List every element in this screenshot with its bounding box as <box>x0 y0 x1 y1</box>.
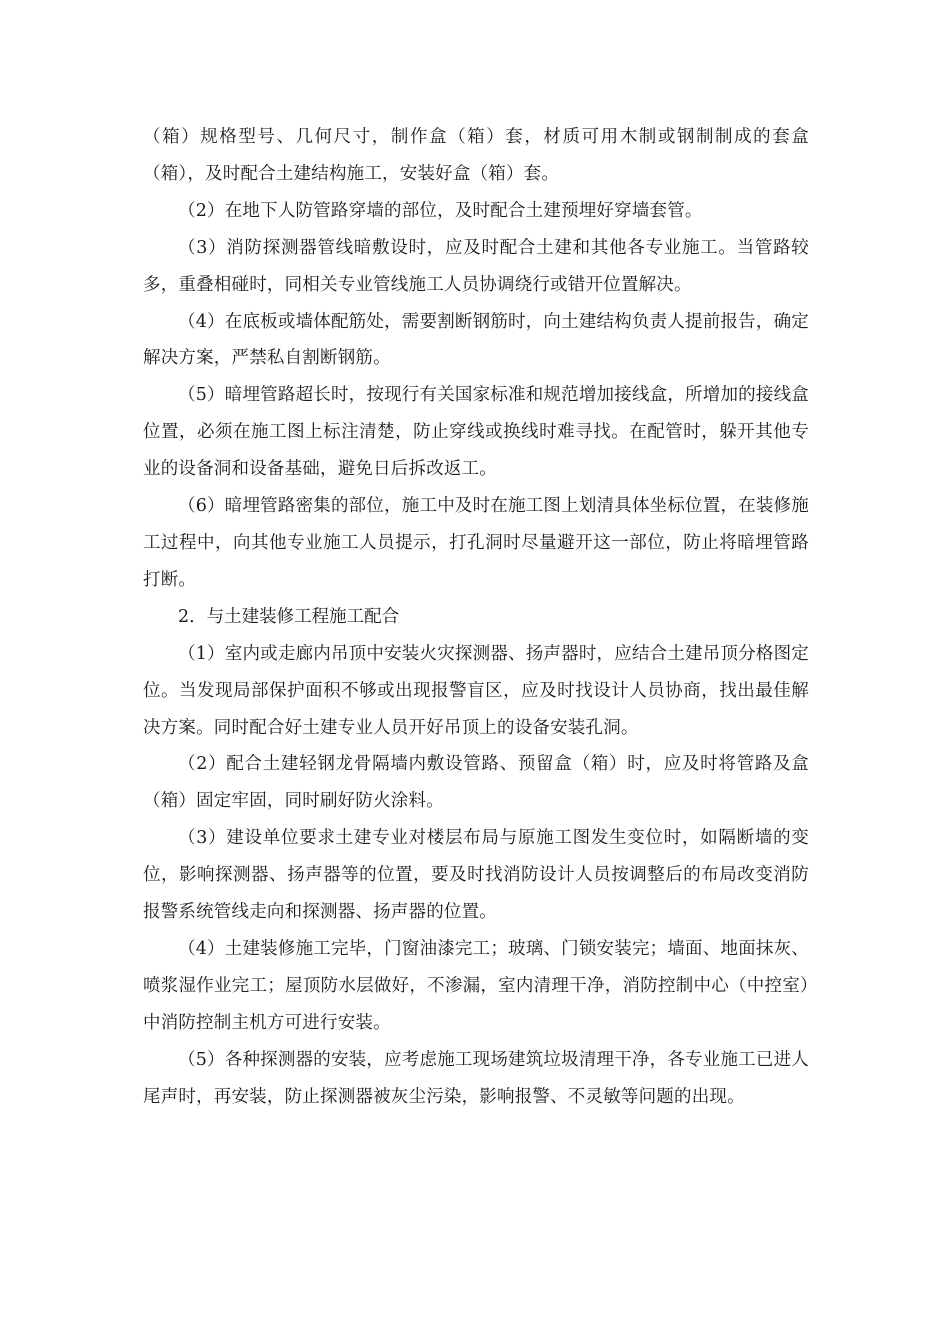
section-heading: 2．与土建装修工程施工配合 <box>178 606 400 627</box>
paragraph-item-3b: （3）建设单位要求土建专业对楼层布局与原施工图发生变位时，如隔断墙的变位，影响探测器、扬声器等的位置，要及时找消防设计人员按调整后的布局改变消防报警系统管线走向和探测器、扬声器的位置。 <box>143 828 809 923</box>
paragraph-item-2: （2）在地下人防管路穿墙的部位，及时配合土建预埋好穿墙套管。 <box>178 200 703 221</box>
paragraph-item-6: （6）暗埋管路密集的部位，施工中及时在施工图上划清具体坐标位置，在装修施工过程中，向其他专业施工人员提示，打孔洞时尽量避开这一部位，防止将暗埋管路打断。 <box>143 496 809 590</box>
paragraph-item-3: （3）消防探测器管线暗敷设时，应及时配合土建和其他各专业施工。当管路较多，重叠相碰时，同相关专业管线施工人员协调绕行或错开位置解决。 <box>143 237 809 295</box>
paragraph-item-4b: （4）土建装修施工完毕，门窗油漆完工；玻璃、门锁安装完；墙面、地面抹灰、喷浆湿作业完工；屋顶防水层做好，不渗漏，室内清理干净，消防控制中心（中控室）中消防控制主机方可进行安装。 <box>143 938 809 1033</box>
paragraph-item-4: （4）在底板或墙体配筋处，需要割断钢筋时，向土建结构负责人提前报告，确定解决方案，严禁私自割断钢筋。 <box>143 311 809 369</box>
paragraph-item-1: （1）室内或走廊内吊顶中安装火灾探测器、扬声器时，应结合土建吊顶分格图定位。当发现局部保护面积不够或出现报警盲区，应及时找设计人员协商，找出最佳解决方案。同时配合好土建专业人员开好吊顶上的设备安装孔洞。 <box>143 643 809 738</box>
paragraph-item-5: （5）暗埋管路超长时，按现行有关国家标准和规范增加接线盒，所增加的接线盒位置，必须在施工图上标注清楚，防止穿线或换线时难寻找。在配管时，躲开其他专业的设备洞和设备基础，避免日后拆改返工。 <box>143 385 809 480</box>
paragraph-continuation: （箱）规格型号、几何尺寸，制作盒（箱）套，材质可用木制或钢制制成的套盒（箱），及时配合土建结构施工，安装好盒（箱）套。 <box>143 127 809 184</box>
document-page <box>143 119 809 1115</box>
paragraph-item-5b: （5）各种探测器的安装，应考虑施工现场建筑垃圾清理干净，各专业施工已进人尾声时，再安装，防止探测器被灰尘污染，影响报警、不灵敏等问题的出现。 <box>143 1049 809 1107</box>
paragraph-item-2b: （2）配合土建轻钢龙骨隔墙内敷设管路、预留盒（箱）时，应及时将管路及盒（箱）固定牢固，同时刷好防火涂料。 <box>143 754 809 812</box>
